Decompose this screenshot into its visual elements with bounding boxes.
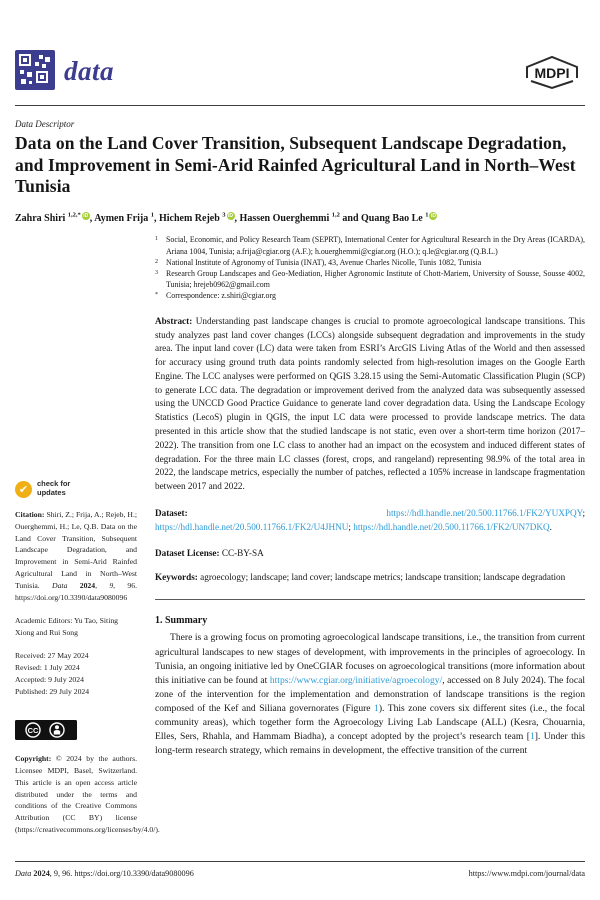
- check-updates-line2: updates: [37, 488, 66, 498]
- author: [240, 213, 361, 224]
- sidebar: [15, 234, 160, 836]
- footer-citation: [15, 869, 194, 878]
- article-title: Data on the Land Cover Transition, Subsequent Landscape Degradation, and Improvement in Semi-Arid Rainfed Agricultural Land in North–West Tunisia: [15, 133, 576, 197]
- inline-link[interactable]: https://hdl.handle.net/20.500.11766.1/FK2/YUXPQY: [386, 508, 583, 519]
- affiliation-marker: 2: [155, 258, 158, 265]
- text-segment: ;: [348, 521, 354, 532]
- journal-header: [15, 0, 585, 106]
- check-icon: ✔: [15, 481, 32, 498]
- text-segment: 2024: [79, 581, 96, 591]
- dataset-label: Dataset:: [155, 508, 188, 519]
- orcid-icon[interactable]: iD: [83, 213, 89, 220]
- author-affil-sup: 1: [150, 212, 154, 220]
- abstract-text: Understanding past landscape changes is crucial to promote agroecological landscape transitions. This study analyzes past land cover changes (LCCs) alongside subsequent degradation and improvements in the study area. The input land cover (LC) data were taken from ESRI’s ArcGIS Living Atlas of the World and then assessed for accuracy using ground truth data points randomly selected from high-resolution images on the Google Earth Engine. The LCC analyses were performed on QGIS 3.28.15 using the Semi-Automatic Classification Plugin (SCP) to generate LCC data. The degradation or improvement derived from the analyzed data was subsequently assessed using the UNCCD Good Practice Guidance to generate land cover degradation data. Using the Landscape Ecology Statistics (LecoS) plugin in QGIS, the input LC data were processed to provide landscape metrics. The data presented in this article show that the studied landscape is not static, even over a short-term time horizon (2017–2022). The transition from one LC class to another had an impact on the ecosystem and induced different states of degradation. For the three main LC classes (forest, crops, and rangeland) representing 98.9% of the total area in 2022, the landscape metrics, especially the number of patches, reflected a 105% increase in landscape fragmentation between 2017 and 2022.: [155, 315, 585, 492]
- academic-editors: Academic Editors: Yu Tao, Siting Xiong and Rui Song: [15, 616, 119, 638]
- section-divider: [155, 599, 585, 600]
- date-line: Published: 29 July 2024: [15, 686, 90, 696]
- journal-qr-icon: [15, 50, 55, 90]
- abstract-label: Abstract:: [155, 315, 193, 326]
- inline-link[interactable]: 1: [529, 731, 535, 743]
- orcid-icon[interactable]: iD: [228, 213, 234, 220]
- mdpi-logo[interactable]: [519, 54, 585, 95]
- footer-journal-url[interactable]: https://www.mdpi.com/journal/data: [468, 869, 585, 878]
- svg-text:CC: CC: [27, 725, 39, 735]
- author-name: Aymen Frija: [94, 213, 149, 225]
- copyright-label: Copyright:: [15, 753, 52, 763]
- date-line: Received: 27 May 2024: [15, 651, 89, 661]
- dataset-line: [155, 507, 585, 535]
- affiliation-text: Social, Economic, and Policy Research Team (SEPRT), International Center for Agricultural Research in the Dry Areas (ICARDA), Ariana 1004, Tunisia; a.frija@cgiar.org (A.F.); h.ouerghemmi@cgiar.org (H.O.); q.le@cgiar.org (Q.B.L.): [166, 235, 585, 256]
- author-name: Zahra Shiri: [15, 213, 66, 225]
- text-segment: Shiri, Z.; Frija, A.; Rejeb, H.; Ouerghemmi, H.; Le, Q.B. Data on the Land Cover Transition, Subsequent Landscape Degradation, and Improvement in Semi-Arid Rainfed Agricultural Land in North–West Tunisia.: [15, 509, 137, 591]
- page-footer: [15, 861, 585, 878]
- cc-by-icon: [15, 720, 77, 740]
- check-updates-badge[interactable]: [15, 480, 93, 497]
- affiliation-text: Correspondence: z.shiri@cgiar.org: [166, 291, 276, 301]
- text-segment: , 9, 96. https://doi.org/10.3390/data9080096: [49, 869, 194, 878]
- text-segment: , 96. https://doi.org/10.3390/data9080096: [15, 581, 138, 603]
- journal-name: data: [64, 55, 115, 86]
- svg-text:MDPI: MDPI: [534, 65, 570, 81]
- dataset-license-label: Dataset License:: [155, 547, 220, 558]
- journal-logo: [15, 50, 114, 90]
- text-segment: .: [549, 521, 552, 532]
- copyright-text: © 2024 by the authors. Licensee MDPI, Basel, Switzerland. This article is an open access article distributed under the terms and conditions of the Creative Commons Attribution (CC BY) license (https://creativecommons.org/licenses/by/4.0/).: [15, 753, 160, 835]
- abstract: [155, 315, 585, 494]
- text-segment: ;: [582, 508, 585, 519]
- orcid-icon[interactable]: iD: [430, 213, 436, 220]
- content-row: [15, 234, 585, 836]
- affiliation-item: [155, 290, 585, 301]
- text-segment: Data: [15, 869, 34, 878]
- text-segment: There is a growing focus on promoting agroecological landscape transitions, i.e., the transition from current agricultural landscapes to new stages of development, with improvements in the principles of agroecology. In Tunisia, an ongoing initiative led by OneCGIAR focuses on agroecological transitions (more information about this initiative can be found at: [155, 632, 585, 686]
- affiliation-marker: *: [155, 292, 158, 299]
- author-separator: ,: [89, 213, 95, 225]
- author-separator: ,: [234, 213, 240, 225]
- affiliation-text: National Institute of Agronomy of Tunisia (INAT), 43, Avenue Charles Nicolle, Tunis 1082, Tunisia: [166, 257, 482, 267]
- affiliation-item: [155, 234, 585, 256]
- section-heading: 1. Summary: [155, 615, 208, 627]
- citation-label: Citation:: [15, 509, 45, 519]
- check-updates-line1: check for: [37, 479, 71, 489]
- author-affil-sup: 1,2,*: [67, 212, 81, 220]
- author: [15, 213, 94, 224]
- citation-text: [15, 510, 137, 603]
- author-name: Quang Bao Le: [361, 213, 423, 225]
- text-segment: Data: [52, 581, 80, 591]
- author-name: Hichem Rejeb: [158, 213, 220, 225]
- author-affil-sup: 3: [222, 212, 226, 220]
- author-separator: and: [339, 213, 362, 225]
- keywords-label: Keywords:: [155, 571, 198, 582]
- dates-list: [15, 650, 137, 698]
- author-separator: ,: [153, 213, 159, 225]
- text-segment: [188, 508, 387, 518]
- text-segment: 2024: [33, 869, 50, 878]
- affiliation-marker: 1: [155, 236, 158, 243]
- article-type-label: Data Descriptor: [15, 119, 75, 129]
- author-name: Hassen Ouerghemmi: [239, 213, 330, 225]
- author: [94, 213, 159, 224]
- inline-link[interactable]: https://hdl.handle.net/20.500.11766.1/FK2/UN7DKQ: [353, 521, 550, 532]
- copyright-block: [15, 753, 160, 837]
- author-affil-sup: 1,2: [331, 212, 340, 220]
- affiliation-item: [155, 257, 585, 268]
- citation-block: [15, 509, 137, 605]
- dataset-links: [155, 508, 585, 532]
- mdpi-logo-icon: [519, 54, 585, 90]
- check-updates-label: [37, 480, 70, 497]
- inline-link[interactable]: https://www.cgiar.org/initiative/agroecology/: [269, 674, 443, 686]
- authors-line: [15, 211, 585, 226]
- affiliation-marker: 3: [155, 270, 158, 277]
- affiliation-text: Research Group Landscapes and Geo-Mediation, Higher Agronomic Institute of Chott-Mariem, University of Sousse, Sousse 4002, Tunisia; hrejeb0962@gmail.com: [166, 269, 585, 290]
- author: [361, 213, 437, 224]
- author: [159, 213, 240, 224]
- main-column: [155, 234, 585, 836]
- affiliation-item: [155, 268, 585, 290]
- affiliations-list: [155, 234, 585, 301]
- text-segment: ,: [95, 581, 110, 591]
- summary-paragraph: [155, 631, 585, 758]
- inline-link[interactable]: 1: [374, 702, 379, 714]
- cc-by-badge[interactable]: [15, 720, 137, 744]
- inline-link[interactable]: https://hdl.handle.net/20.500.11766.1/FK2/U4JHNU: [155, 521, 349, 532]
- keywords-text: agroecology; landscape; land cover; landscape metrics; landscape transition; landscape degradation: [197, 571, 566, 582]
- text-segment: , accessed on 8 July 2024). The focal zone of the intervention for the implementation and demonstration of landscape transitions is the region composed of the Kef and Siliana governorates (Figure: [155, 674, 585, 714]
- text-segment: ). This zone covers six different sites (i.e., the focal community areas), which together form the Agroecology Living Lab Landscape (ALL) (Kesra, Chouarnia, Elles, Sers, Rhahla, and Hammam Biadha), a concept adopted by the project’s research team [: [155, 702, 586, 743]
- text-segment: ]. Under this long-term research strategy, which remains in development, the effective transition of the current: [155, 731, 585, 757]
- keywords-line: [155, 571, 585, 585]
- dataset-license-value: CC-BY-SA: [219, 547, 264, 558]
- date-line: Revised: 1 July 2024: [15, 662, 80, 672]
- dataset-license-line: [155, 548, 585, 558]
- text-segment: 9: [109, 581, 114, 591]
- author-affil-sup: 1: [425, 212, 429, 220]
- date-line: Accepted: 9 July 2024: [15, 674, 84, 684]
